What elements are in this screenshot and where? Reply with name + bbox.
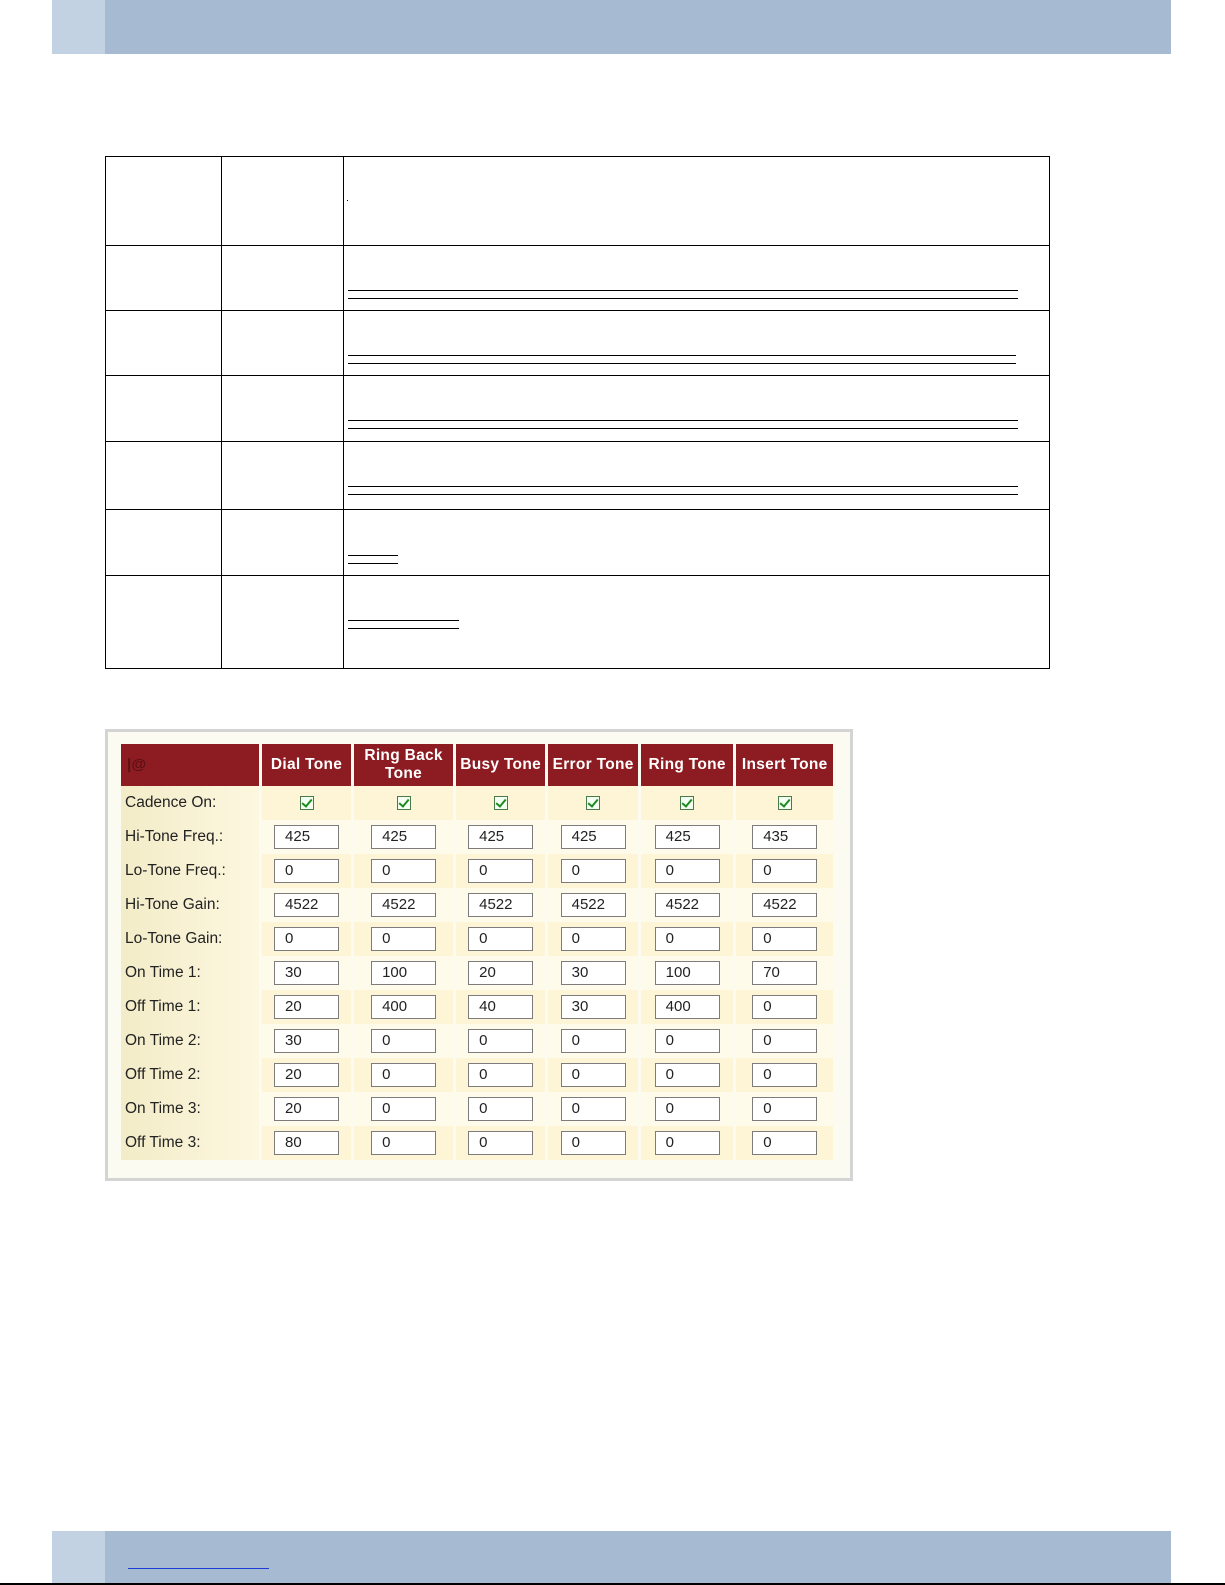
cadence-cell <box>548 786 638 820</box>
value-input-dial-tone[interactable]: 30 <box>274 1029 339 1053</box>
value-input-busy-tone[interactable]: 0 <box>468 1029 533 1053</box>
value-cell <box>262 956 352 990</box>
value-cell <box>736 1058 833 1092</box>
value-input-busy-tone[interactable]: 0 <box>468 927 533 951</box>
value-cell <box>641 820 734 854</box>
value-input-busy-tone[interactable]: 20 <box>468 961 533 985</box>
value-cell <box>548 956 638 990</box>
doc-cell <box>106 442 222 510</box>
column-header-row <box>121 744 833 786</box>
value-cell <box>548 854 638 888</box>
value-cell <box>262 1058 352 1092</box>
value-cell <box>262 990 352 1024</box>
stray-mark <box>347 200 348 201</box>
header-tab <box>52 0 105 54</box>
value-cell <box>548 1126 638 1160</box>
row-label: Hi-Tone Freq.: <box>121 820 259 854</box>
doc-cell <box>344 311 1050 376</box>
value-cell <box>354 990 453 1024</box>
tone-row <box>121 1058 833 1092</box>
doc-cell <box>106 311 222 376</box>
value-input-ring-tone[interactable]: 0 <box>655 859 720 883</box>
value-input-ring-back-tone[interactable]: 0 <box>371 927 436 951</box>
doc-cell <box>344 510 1050 576</box>
value-input-insert-tone[interactable]: 0 <box>752 859 817 883</box>
value-input-ring-tone[interactable]: 4522 <box>655 893 720 917</box>
value-cell <box>354 1024 453 1058</box>
doc-cell <box>344 376 1050 442</box>
value-input-insert-tone[interactable]: 0 <box>752 1097 817 1121</box>
value-cell <box>456 990 546 1024</box>
value-cell <box>354 820 453 854</box>
value-input-ring-back-tone[interactable]: 425 <box>371 825 436 849</box>
corner-header: |@ <box>121 744 259 786</box>
value-input-insert-tone[interactable]: 70 <box>752 961 817 985</box>
value-cell <box>456 956 546 990</box>
value-input-dial-tone[interactable]: 0 <box>274 859 339 883</box>
value-input-error-tone[interactable]: 0 <box>561 1097 626 1121</box>
value-input-ring-tone[interactable]: 0 <box>655 1097 720 1121</box>
doc-cell <box>222 510 344 576</box>
value-cell <box>456 820 546 854</box>
doc-cell <box>344 442 1050 510</box>
value-input-insert-tone[interactable]: 0 <box>752 995 817 1019</box>
cadence-checkbox-error-tone[interactable] <box>586 796 600 810</box>
cadence-cell <box>456 786 546 820</box>
column-header-dial-tone: Dial Tone <box>262 744 352 786</box>
value-input-insert-tone[interactable]: 0 <box>752 1029 817 1053</box>
value-input-ring-back-tone[interactable]: 4522 <box>371 893 436 917</box>
tone-row <box>121 990 833 1024</box>
value-cell <box>354 1126 453 1160</box>
row-label: On Time 3: <box>121 1092 259 1126</box>
value-input-error-tone[interactable]: 0 <box>561 859 626 883</box>
value-input-busy-tone[interactable]: 0 <box>468 1097 533 1121</box>
value-cell <box>262 1092 352 1126</box>
value-input-ring-back-tone[interactable]: 400 <box>371 995 436 1019</box>
doc-cell <box>344 246 1050 311</box>
value-cell <box>641 990 734 1024</box>
value-cell <box>736 888 833 922</box>
cadence-checkbox-insert-tone[interactable] <box>778 796 792 810</box>
value-cell <box>736 990 833 1024</box>
value-input-ring-back-tone[interactable]: 0 <box>371 1029 436 1053</box>
page-footer-band <box>52 1531 1171 1585</box>
value-cell <box>641 1126 734 1160</box>
doc-row <box>106 246 1050 311</box>
value-cell <box>548 990 638 1024</box>
cadence-checkbox-busy-tone[interactable] <box>494 796 508 810</box>
tone-settings-table <box>118 744 836 1160</box>
value-input-dial-tone[interactable]: 30 <box>274 961 339 985</box>
row-label: Cadence On: <box>121 786 259 820</box>
value-cell <box>641 888 734 922</box>
value-cell <box>354 1092 453 1126</box>
page-header-band <box>52 0 1171 54</box>
tone-row <box>121 956 833 990</box>
value-cell <box>548 1024 638 1058</box>
value-cell <box>641 956 734 990</box>
value-cell <box>456 1058 546 1092</box>
value-cell <box>548 1092 638 1126</box>
value-input-dial-tone[interactable]: 4522 <box>274 893 339 917</box>
value-input-busy-tone[interactable]: 0 <box>468 1063 533 1087</box>
value-input-error-tone[interactable]: 0 <box>561 1131 626 1155</box>
cadence-checkbox-dial-tone[interactable] <box>300 796 314 810</box>
doc-cell <box>222 246 344 311</box>
value-cell <box>736 820 833 854</box>
doc-cell <box>106 157 222 246</box>
cadence-checkbox-ring-back-tone[interactable] <box>397 796 411 810</box>
value-input-ring-back-tone[interactable]: 0 <box>371 1131 436 1155</box>
value-input-dial-tone[interactable]: 425 <box>274 825 339 849</box>
doc-row <box>106 510 1050 576</box>
value-input-ring-tone[interactable]: 0 <box>655 1131 720 1155</box>
tone-row <box>121 922 833 956</box>
footer-link-underline[interactable] <box>128 1568 269 1569</box>
value-cell <box>736 1024 833 1058</box>
value-input-insert-tone[interactable]: 4522 <box>752 893 817 917</box>
value-cell <box>736 1092 833 1126</box>
value-cell <box>736 922 833 956</box>
tone-row <box>121 1092 833 1126</box>
value-cell <box>736 854 833 888</box>
tone-row <box>121 854 833 888</box>
value-input-ring-back-tone[interactable]: 100 <box>371 961 436 985</box>
row-label: Hi-Tone Gain: <box>121 888 259 922</box>
doc-cell <box>106 246 222 311</box>
doc-row <box>106 157 1050 246</box>
doc-cell <box>106 510 222 576</box>
value-cell <box>262 922 352 956</box>
row-label: Lo-Tone Gain: <box>121 922 259 956</box>
value-input-error-tone[interactable]: 0 <box>561 1063 626 1087</box>
doc-cell <box>106 376 222 442</box>
row-label: Off Time 1: <box>121 990 259 1024</box>
value-cell <box>262 820 352 854</box>
column-header-ring-tone: Ring Tone <box>641 744 734 786</box>
row-label: On Time 1: <box>121 956 259 990</box>
cadence-cell <box>736 786 833 820</box>
tone-settings-panel <box>105 729 853 1181</box>
value-cell <box>354 922 453 956</box>
row-label: On Time 2: <box>121 1024 259 1058</box>
value-input-busy-tone[interactable]: 0 <box>468 859 533 883</box>
value-input-error-tone[interactable]: 4522 <box>561 893 626 917</box>
value-cell <box>736 956 833 990</box>
cadence-cell <box>354 786 453 820</box>
value-cell <box>548 888 638 922</box>
value-input-busy-tone[interactable]: 40 <box>468 995 533 1019</box>
doc-cell <box>106 576 222 669</box>
document-table <box>105 156 1050 669</box>
cadence-cell <box>641 786 734 820</box>
value-cell <box>736 1126 833 1160</box>
value-input-ring-back-tone[interactable]: 0 <box>371 1063 436 1087</box>
value-cell <box>354 956 453 990</box>
value-input-ring-tone[interactable]: 425 <box>655 825 720 849</box>
value-input-error-tone[interactable]: 30 <box>561 995 626 1019</box>
doc-cell <box>222 442 344 510</box>
value-input-error-tone[interactable]: 0 <box>561 1029 626 1053</box>
value-input-insert-tone[interactable]: 0 <box>752 1131 817 1155</box>
value-cell <box>262 854 352 888</box>
column-header-busy-tone: Busy Tone <box>456 744 546 786</box>
column-header-insert-tone: Insert Tone <box>736 744 833 786</box>
value-input-insert-tone[interactable]: 0 <box>752 1063 817 1087</box>
row-label: Lo-Tone Freq.: <box>121 854 259 888</box>
value-cell <box>354 888 453 922</box>
cadence-on-row <box>121 786 833 820</box>
column-header-ring-back-tone: Ring Back Tone <box>354 744 453 786</box>
value-cell <box>262 1126 352 1160</box>
value-input-insert-tone[interactable]: 435 <box>752 825 817 849</box>
footer-tab <box>52 1531 105 1585</box>
value-cell <box>548 820 638 854</box>
value-input-busy-tone[interactable]: 0 <box>468 1131 533 1155</box>
value-input-busy-tone[interactable]: 4522 <box>468 893 533 917</box>
column-header-error-tone: Error Tone <box>548 744 638 786</box>
row-label: Off Time 3: <box>121 1126 259 1160</box>
doc-cell <box>222 311 344 376</box>
row-label: Off Time 2: <box>121 1058 259 1092</box>
tone-row <box>121 888 833 922</box>
value-cell <box>641 922 734 956</box>
value-input-dial-tone[interactable]: 20 <box>274 1063 339 1087</box>
value-input-dial-tone[interactable]: 20 <box>274 1097 339 1121</box>
doc-cell <box>222 576 344 669</box>
value-cell <box>456 922 546 956</box>
value-cell <box>641 1092 734 1126</box>
doc-cell <box>344 157 1050 246</box>
value-input-ring-back-tone[interactable]: 0 <box>371 1097 436 1121</box>
value-cell <box>456 854 546 888</box>
value-cell <box>262 1024 352 1058</box>
value-input-dial-tone[interactable]: 80 <box>274 1131 339 1155</box>
value-cell <box>456 888 546 922</box>
doc-row <box>106 311 1050 376</box>
value-cell <box>456 1126 546 1160</box>
value-input-error-tone[interactable]: 0 <box>561 927 626 951</box>
doc-row <box>106 376 1050 442</box>
value-input-ring-tone[interactable]: 0 <box>655 927 720 951</box>
value-cell <box>641 854 734 888</box>
doc-cell <box>344 576 1050 669</box>
doc-cell <box>222 157 344 246</box>
tone-row <box>121 1126 833 1160</box>
value-input-ring-tone[interactable]: 0 <box>655 1029 720 1053</box>
cadence-checkbox-ring-tone[interactable] <box>680 796 694 810</box>
cadence-cell <box>262 786 352 820</box>
value-cell <box>641 1058 734 1092</box>
tone-row <box>121 1024 833 1058</box>
doc-row <box>106 442 1050 510</box>
value-cell <box>641 1024 734 1058</box>
value-cell <box>262 888 352 922</box>
value-input-busy-tone[interactable]: 425 <box>468 825 533 849</box>
value-input-dial-tone[interactable]: 20 <box>274 995 339 1019</box>
doc-row <box>106 576 1050 669</box>
value-input-error-tone[interactable]: 425 <box>561 825 626 849</box>
value-input-insert-tone[interactable]: 0 <box>752 927 817 951</box>
doc-cell <box>222 376 344 442</box>
value-cell <box>548 1058 638 1092</box>
value-input-dial-tone[interactable]: 0 <box>274 927 339 951</box>
value-cell <box>354 1058 453 1092</box>
value-input-ring-tone[interactable]: 100 <box>655 961 720 985</box>
value-cell <box>456 1092 546 1126</box>
value-input-ring-tone[interactable]: 0 <box>655 1063 720 1087</box>
tone-row <box>121 820 833 854</box>
value-input-ring-tone[interactable]: 400 <box>655 995 720 1019</box>
value-cell <box>456 1024 546 1058</box>
value-input-ring-back-tone[interactable]: 0 <box>371 859 436 883</box>
value-cell <box>354 854 453 888</box>
value-input-error-tone[interactable]: 30 <box>561 961 626 985</box>
value-cell <box>548 922 638 956</box>
